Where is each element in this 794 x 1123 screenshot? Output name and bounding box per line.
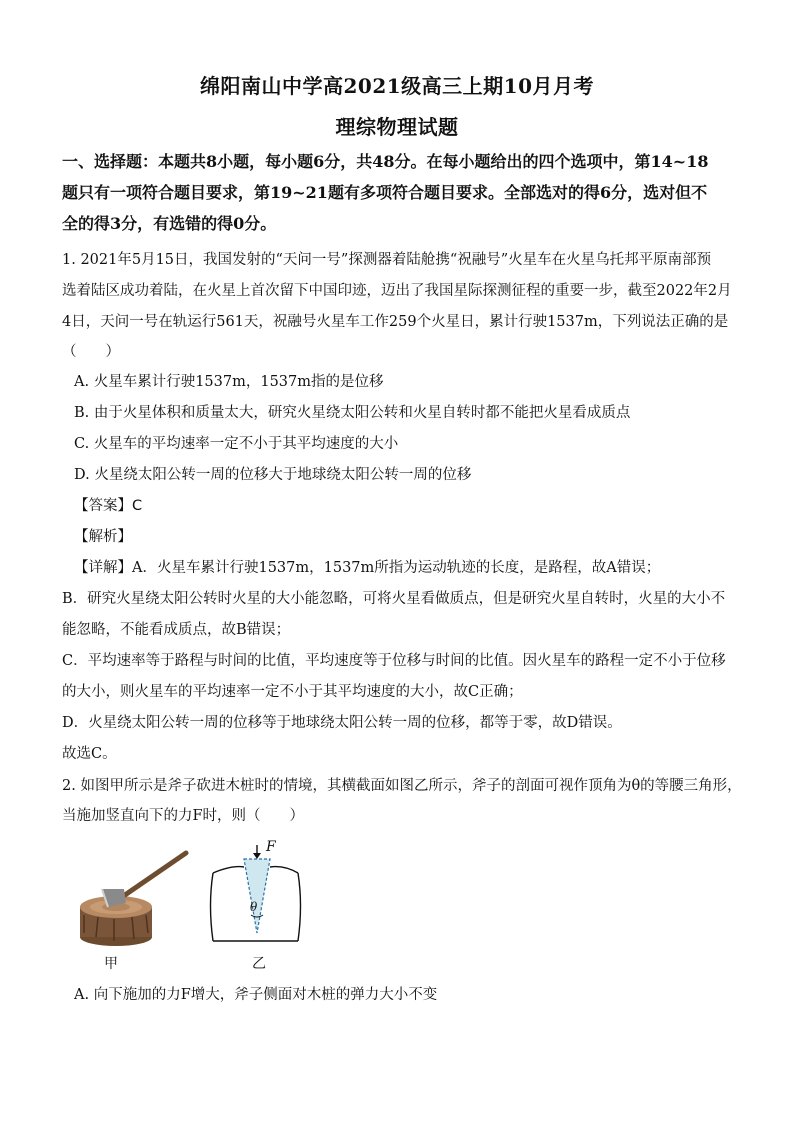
q2-stem-line: 2. 如图甲所示是斧子砍进木桩时的情境，其横截面如图乙所示，斧子的剖面可视作顶角为θ的等腰三角形， [62,778,742,794]
q1-option-d: D. 火星绕太阳公转一周的位移大于地球绕太阳公转一周的位移 [74,467,472,483]
q1-detail-line: C．平均速率等于路程与时间的比值，平均速度等于位移与时间的比值。因火星车的路程一定不小于位移 [62,653,726,669]
angle-label: θ [250,900,258,914]
section-instructions [62,146,734,239]
caption-jia: 甲 [104,956,118,972]
section-line: 全的得3分，有选错的得0分。 [62,214,277,233]
q1-detail-line: B．研究火星绕太阳公转时火星的大小能忽略，可将火星看做质点，但是研究火星自转时，火星的大小不 [62,591,726,607]
cross-section-diagram [211,845,301,941]
q1-detail-line: 能忽略，不能看成质点，故B错误； [62,622,291,638]
q1-answer: 【答案】C [74,498,143,514]
exam-title: 绵阳南山中学高2021级高三上期10月月考 [200,74,594,98]
q1-detail-line: D．火星绕太阳公转一周的位移等于地球绕太阳公转一周的位移，都等于零，故D错误。 [62,715,622,731]
q1-stem-line: 1. 2021年5月15日，我国发射的“天问一号”探测器着陆舱携“祝融号”火星车在火星乌托邦平原南部预 [62,252,712,268]
exam-subtitle: 理综物理试题 [335,115,459,139]
q1-option-b: B. 由于火星体积和质量太大，研究火星绕太阳公转和火星自转时都不能把火星看成质点 [74,405,631,421]
force-label: F [266,839,276,855]
q1-detail-line: 【详解】A．火星车累计行驶1537m，1537m所指为运动轨迹的长度，是路程，故A错误； [74,560,661,576]
q1-stem-line: （ ） [62,344,120,360]
section-line: 一、选择题：本题共8小题，每小题6分，共48分。在每小题给出的四个选项中，第14~18 [62,152,709,171]
axe-stump-illustration [80,853,186,946]
section-line: 题只有一项符合题目要求，第19~21题有多项符合题目要求。全部选对的得6分，选对但不 [62,183,708,202]
q2-option-a: A. 向下施加的力F增大，斧子侧面对木桩的弹力大小不变 [74,987,438,1003]
q1-option-c: C. 火星车的平均速率一定不小于其平均速度的大小 [74,436,399,452]
q1-stem-line: 4日，天问一号在轨运行561天，祝融号火星车工作259个火星日，累计行驶1537m，下列说法正确的是 [62,314,729,330]
q1-detail-line: 的大小，则火星车的平均速率一定不小于其平均速度的大小，故C正确； [62,684,523,700]
caption-yi: 乙 [252,956,266,972]
q1-option-a: A. 火星车累计行驶1537m，1537m指的是位移 [74,374,384,390]
q1-stem-line: 选着陆区成功着陆，在火星上首次留下中国印迹，迈出了我国星际探测征程的重要一步，截至2022年2月 [62,283,732,299]
q1-analysis-label: 【解析】 [74,529,132,545]
q2-figure [74,839,314,975]
q1-detail-line: 故选C。 [62,746,117,762]
q2-stem-line: 当施加竖直向下的力F时，则（ ） [62,808,305,824]
